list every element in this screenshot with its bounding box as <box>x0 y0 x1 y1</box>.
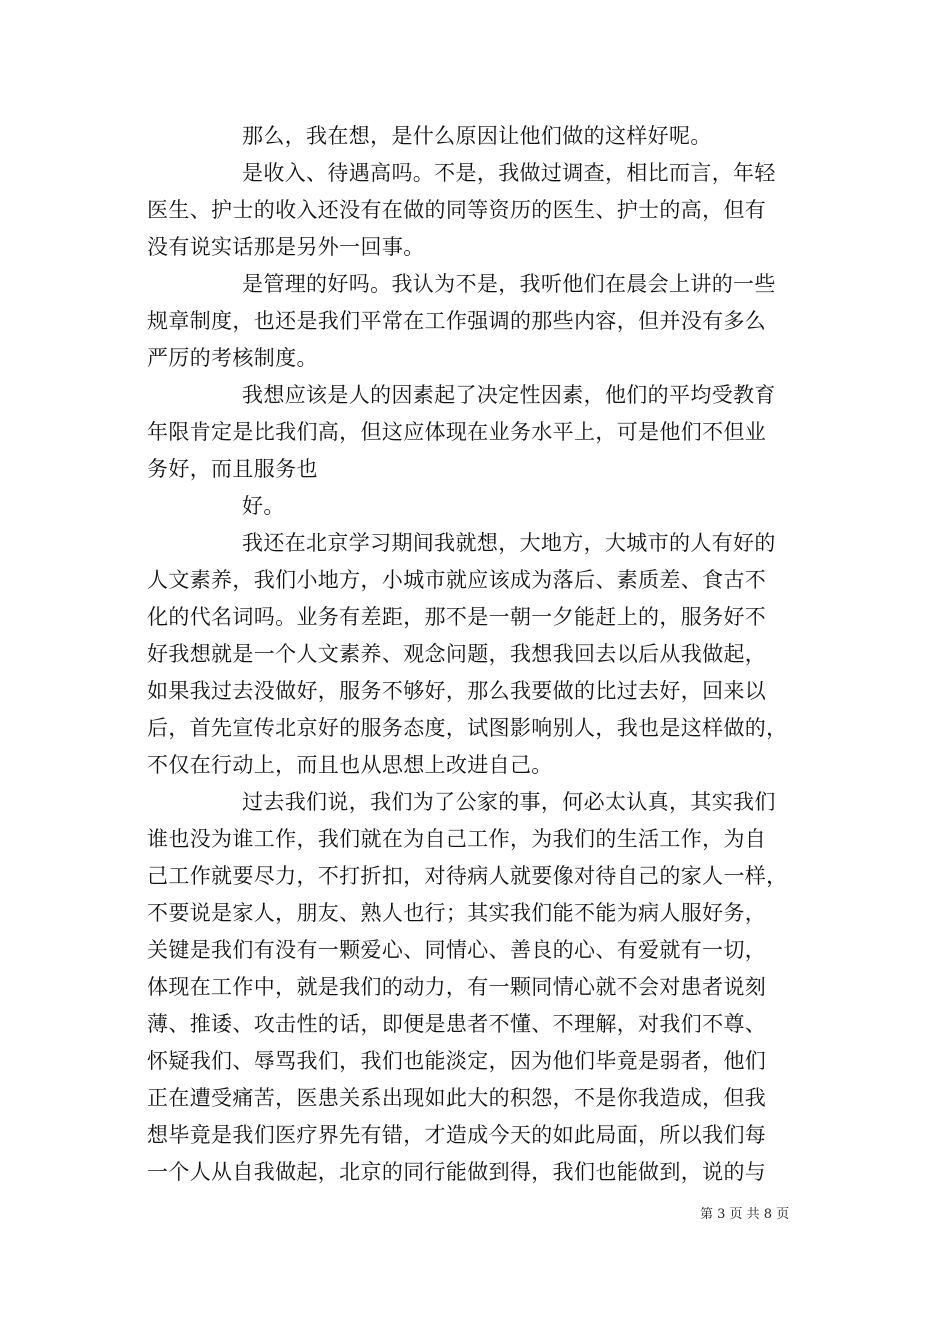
text-line: 好。 <box>242 494 285 518</box>
text-line: 是收入、待遇高吗。不是，我做过调查，相比而言，年轻 <box>242 161 776 185</box>
text-line: 好我想就是一个人文素养、观念问题，我想我回去以后从我做起， <box>147 642 767 666</box>
text-line: 正在遭受痛苦，医患关系出现如此大的积怨，不是你我造成，但我 <box>147 1086 767 1110</box>
text-line: 是管理的好吗。我认为不是，我听他们在晨会上讲的一些 <box>242 272 776 296</box>
text-line: 化的代名词吗。业务有差距，那不是一朝一夕能赶上的，服务好不 <box>147 605 767 629</box>
text-line: 体现在工作中，就是我们的动力，有一颗同情心就不会对患者说刻 <box>147 975 767 999</box>
text-line: 年限肯定是比我们高，但这应体现在业务水平上，可是他们不但业 <box>147 420 767 444</box>
text-line: 过去我们说，我们为了公家的事，何必太认真，其实我们 <box>242 790 776 814</box>
text-line: 怀疑我们、辱骂我们，我们也能淡定，因为他们毕竟是弱者，他们 <box>147 1049 767 1073</box>
text-line: 一个人从自我做起，北京的同行能做到得，我们也能做到，说的与 <box>147 1160 767 1184</box>
text-line: 规章制度，也还是我们平常在工作强调的那些内容，但并没有多么 <box>147 309 767 333</box>
text-line: 薄、推诿、攻击性的话，即便是患者不懂、不理解，对我们不尊、 <box>147 1012 767 1036</box>
text-line: 不仅在行动上，而且也从思想上改进自己。 <box>147 753 553 777</box>
text-line: 我还在北京学习期间我就想，大地方，大城市的人有好的 <box>242 531 776 555</box>
text-line: 关键是我们有没有一颗爱心、同情心、善良的心、有爱就有一切， <box>147 938 767 962</box>
text-line: 如果我过去没做好，服务不够好，那么我要做的比过去好，回来以 <box>147 679 767 703</box>
text-line: 那么，我在想，是什么原因让他们做的这样好呢。 <box>242 124 712 148</box>
text-line: 医生、护士的收入还没有在做的同等资历的医生、护士的高，但有 <box>147 198 767 222</box>
text-line: 务好，而且服务也 <box>147 457 318 481</box>
text-line: 己工作就要尽力，不打折扣，对待病人就要像对待自己的家人一样， <box>147 864 788 888</box>
text-line: 没有说实话那是另外一回事。 <box>147 235 425 259</box>
text-line: 谁也没为谁工作，我们就在为自己工作，为我们的生活工作，为自 <box>147 827 767 851</box>
text-line: 我想应该是人的因素起了决定性因素，他们的平均受教育 <box>242 383 776 407</box>
text-line: 想毕竟是我们医疗界先有错，才造成今天的如此局面，所以我们每 <box>147 1123 767 1147</box>
text-line: 严厉的考核制度。 <box>147 346 318 370</box>
text-line: 不要说是家人，朋友、熟人也行；其实我们能不能为病人服好务， <box>147 901 767 925</box>
page-number: 第 3 页 共 8 页 <box>700 1207 790 1222</box>
document-body <box>147 118 827 1191</box>
text-line: 后，首先宣传北京好的服务态度，试图影响别人，我也是这样做的， <box>147 716 788 740</box>
text-line: 人文素养，我们小地方，小城市就应该成为落后、素质差、食古不 <box>147 568 767 592</box>
